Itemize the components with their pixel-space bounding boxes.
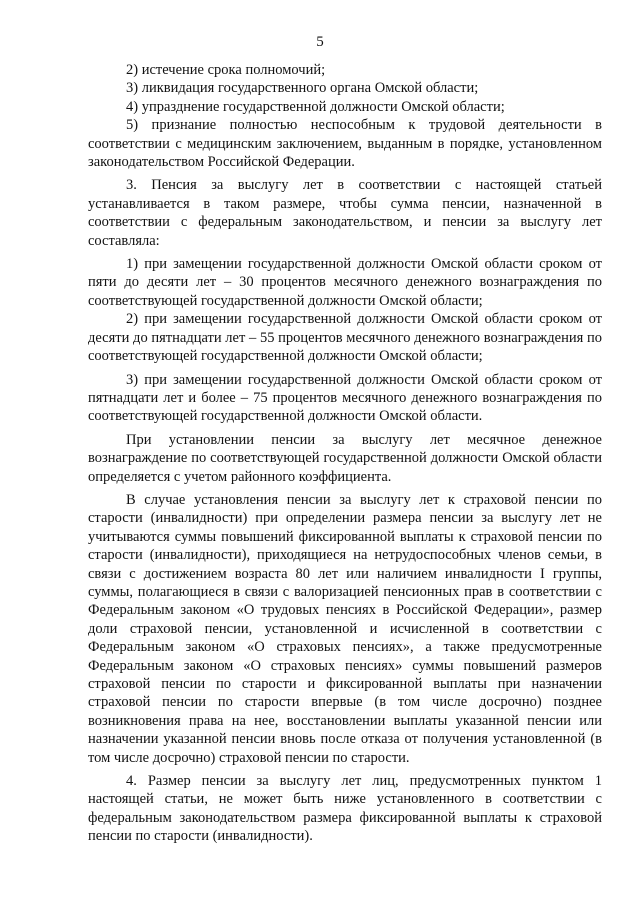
paragraph-subitem-2: 2) при замещении государственной должности Омской области сроком от десяти до пятнадцати лет – 55 процентов месячного денежного вознаграждения по соответствующей государственной должности Омской области; xyxy=(88,311,602,365)
paragraph-item-5: 5) признание полностью неспособным к трудовой деятельности в соответствии с медицинским заключением, выданным в порядке, установленном законодательством Российской Федерации. xyxy=(88,117,602,171)
paragraph-subitem-1: 1) при замещении государственной должности Омской области сроком от пяти до десяти лет – 30 процентов месячного денежного вознаграждения по соответствующей государственной должности Омской области; xyxy=(88,256,602,309)
page-number: 5 xyxy=(316,34,324,50)
paragraph-item-2: 2) истечение срока полномочий; xyxy=(126,62,326,78)
paragraph-regional-coefficient: При установлении пенсии за выслугу лет месячное денежное вознаграждение по соответствующей государственной должности Омской области определяется с учетом районного коэффициента. xyxy=(88,431,602,485)
paragraph-item-4: 4) упразднение государственной должности Омской области; xyxy=(126,98,505,115)
document-body xyxy=(88,61,602,846)
paragraph-clause-4: 4. Размер пенсии за выслугу лет лиц, предусмотренных пунктом 1 настоящей статьи, не может быть ниже установленного в соответствии с федеральным законодательством размера фиксированной выплаты к страховой пенсии по старости (инвалидности). xyxy=(88,773,602,845)
paragraph-insurance-pension: В случае установления пенсии за выслугу лет к страховой пенсии по старости (инвалидности) при определении размера пенсии за выслугу лет не учитываются суммы повышений фиксированной выплаты к страховой пенсии по старости (инвалидности), приходящиеся на нетрудоспособных членов семьи, в связи с достижением возраста 80 лет или наличием инвалидности I группы, суммы, полагающиеся в связи с валоризацией пенсионных прав в соответствии с Федеральным законом «О трудовых пенсиях в Российской Федерации», размер доли страховой пенсии, установленной и исчисленной в соответствии с Федеральным законом «О страховых пенсиях», а также предусмотренные Федеральным законом «О страховых пенсиях» суммы повышений размеров страховой пенсии по старости и фиксированной выплаты при назначении страховой пенсии по старости впервые (в том числе досрочно) позднее возникновения права на нее, восстановлении выплаты указанной пенсии или назначении указанной пенсии вновь после отказа от получения установленной (в том числе досрочно) страховой пенсии по старости. xyxy=(88,491,602,766)
paragraph-subitem-3: 3) при замещении государственной должности Омской области сроком от пятнадцати лет и более – 75 процентов месячного денежного вознаграждения по соответствующей государственной должности Омской области. xyxy=(88,371,602,425)
paragraph-item-3: 3) ликвидация государственного органа Омской области; xyxy=(126,80,479,97)
paragraph-clause-3: 3. Пенсия за выслугу лет в соответствии с настоящей статьей устанавливается в таком размере, чтобы сумма пенсии, назначенной в соответствии с федеральным законодательством, и пенсии за выслугу лет составляла: xyxy=(88,177,602,249)
